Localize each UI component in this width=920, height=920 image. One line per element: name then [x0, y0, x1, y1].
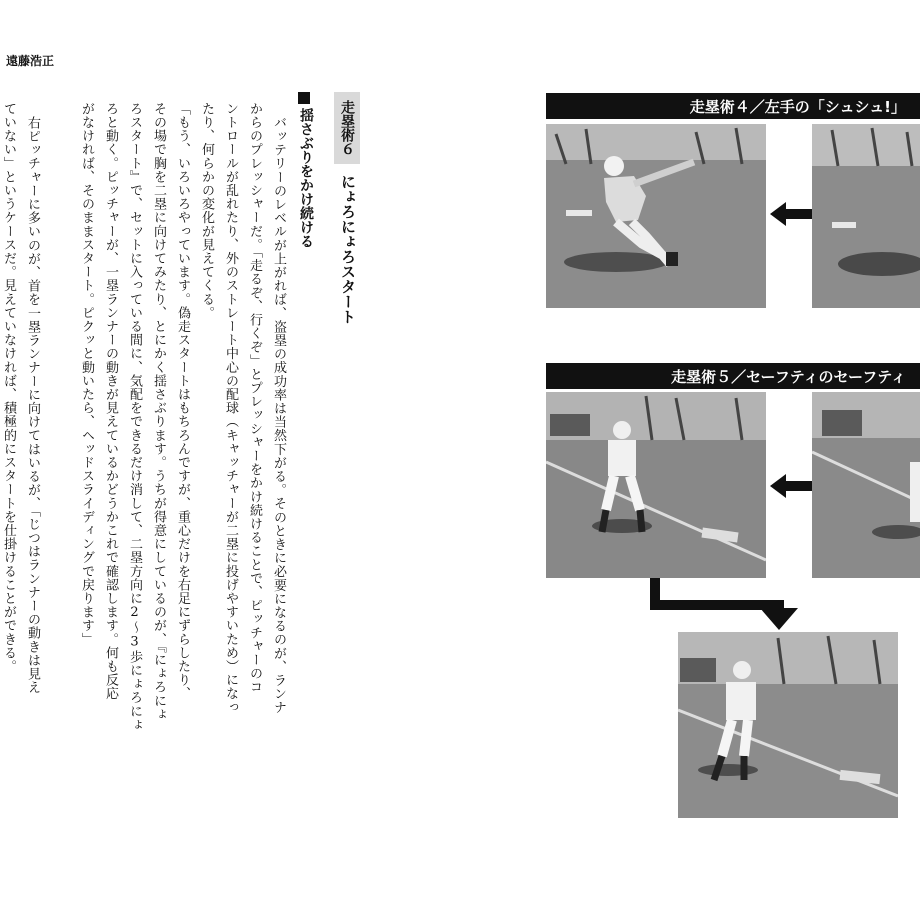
arrow-left-icon-2: [770, 474, 812, 498]
author-name: 遠藤浩正: [6, 54, 55, 68]
body-column-5: 「もう、いろいろやっています。偽走スタートはもちろんですが、重心だけを右足にずらしたり、: [175, 102, 190, 701]
arrow-down-connector-icon: [648, 578, 806, 630]
body-column-9: がなければ、そのままスタート。ピクッと動いたら、ヘッドスライディングで戻ります」: [79, 102, 94, 646]
arrow-left-icon-1: [770, 202, 812, 226]
body-column-8: ろと動く。ピッチャーが、一塁ランナーの動きが見えているかどうかこれで確認します。何も反応: [103, 102, 118, 701]
photo-caption-1: 走塁術４／左手の「シュシュ!」: [689, 97, 906, 116]
photo-safety-lead-2: [812, 392, 920, 578]
photo-safety-lead-1: [546, 392, 766, 578]
photo-caption-2: 走塁術５／セーフティのセーフティ: [671, 367, 906, 386]
photo-runner-lead-1: [546, 124, 766, 308]
subheading-square-marker: [298, 92, 310, 104]
photo-runner-lead-2: [812, 124, 920, 308]
body-column-1: バッテリーのレベルが上がれば、盗塁の成功率は当然下がる。そのときに必要になるのが、ランナ: [271, 116, 286, 715]
section-number-badge: 走塁術６: [334, 92, 360, 164]
body-column-7: ろスタート』で、セットに入っている間に、気配をできるだけ消して、二塁方向に2〜3歩にょろにょ: [127, 102, 142, 732]
body-column-6: その場で胸を二塁に向けてみたり、とにかく揺さぶります。うちが得意にしているのが、『にょろにょ: [151, 102, 166, 722]
body-column-3: ントロールが乱れたり、外のストレート中心の配球（キャッチャーが二塁に投げやすいため）になっ: [223, 102, 238, 714]
section-heading: にょろにょろスタート: [339, 174, 357, 324]
body-column-11: ていない」というケースだ。見えていなければ、積極的にスタートを仕掛けることができる。: [1, 102, 16, 674]
body-column-4: たり、何らかの変化が見えてくる。: [199, 102, 214, 320]
body-column-2: からのプレッシャーだ。「走るぞ、行くぞ」とプレッシャーをかけ続けることで、ピッチャーのコ: [247, 102, 262, 694]
photo-safety-lead-3: [678, 632, 898, 818]
subheading: 揺さぶりをかけ続ける: [298, 108, 314, 248]
photo-caption-bar-1: [546, 93, 920, 119]
photo-caption-bar-2: [546, 363, 920, 389]
body-column-10: 右ピッチャーに多いのが、首を一塁ランナーに向けてはいるが、「じつはランナーの動きは見え: [25, 116, 40, 695]
